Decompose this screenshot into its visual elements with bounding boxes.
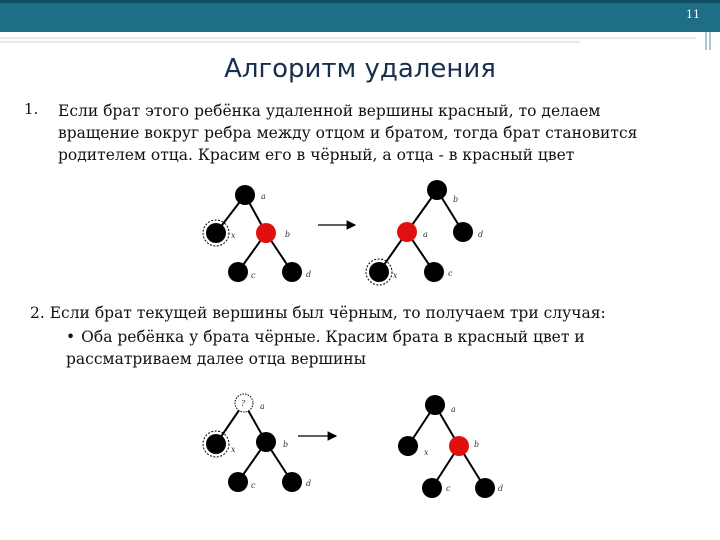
- node-b: [427, 180, 447, 200]
- label-c: c: [448, 269, 453, 278]
- list-marker-1: 1.: [24, 100, 39, 118]
- label-question: ?: [241, 399, 246, 408]
- label-d: d: [478, 230, 484, 239]
- node-d: [475, 478, 495, 498]
- diagram-2-after: [398, 395, 503, 498]
- node-x: [369, 262, 389, 282]
- label-a: a: [261, 192, 266, 201]
- node-d: [282, 472, 302, 492]
- node-c: [422, 478, 442, 498]
- label-d: d: [498, 484, 504, 493]
- label-b: b: [285, 230, 291, 239]
- node-c: [228, 472, 248, 492]
- label-d: d: [306, 270, 312, 279]
- label-c: c: [251, 481, 256, 490]
- paragraph-3: [66, 326, 666, 370]
- node-a: [425, 395, 445, 415]
- label-a: a: [260, 402, 265, 411]
- label-b: b: [283, 440, 289, 449]
- node-a: [235, 185, 255, 205]
- node-x: [398, 436, 418, 456]
- node-c: [424, 262, 444, 282]
- label-b: b: [453, 195, 459, 204]
- node-c: [228, 262, 248, 282]
- bullet-text: Оба ребёнка у брата чёрные. Красим брата в красный цвет и рассматриваем далее отца вершины: [66, 328, 585, 368]
- node-b: [256, 223, 276, 243]
- node-b: [449, 436, 469, 456]
- diagram-1-before: [203, 185, 311, 282]
- diagram-2-before: [203, 394, 311, 492]
- node-x: [206, 434, 226, 454]
- label-x: x: [424, 448, 429, 457]
- node-d: [282, 262, 302, 282]
- label-x: x: [393, 271, 398, 280]
- node-a: [397, 222, 417, 242]
- node-b: [256, 432, 276, 452]
- slide-number: 11: [686, 8, 700, 21]
- label-c: c: [446, 484, 451, 493]
- label-x: x: [231, 231, 236, 240]
- node-x: [206, 223, 226, 243]
- paragraph-1: Если брат этого ребёнка удаленной вершины красный, то делаем вращение вокруг ребра между отцом и братом, тогда брат становится родителем отца. Красим его в чёрный, а отца - в красный цвет: [58, 102, 638, 164]
- label-a: a: [423, 230, 428, 239]
- diagram-1-after: [366, 180, 483, 285]
- node-d: [453, 222, 473, 242]
- label-a: a: [451, 405, 456, 414]
- label-x: x: [231, 445, 236, 454]
- label-d: d: [306, 479, 312, 488]
- paragraph-2: 2. Если брат текущей вершины был чёрным, то получаем три случая:: [30, 304, 606, 322]
- label-c: c: [251, 271, 256, 280]
- bullet-marker: •: [66, 328, 76, 346]
- label-b: b: [474, 440, 480, 449]
- slide-title: Алгоритм удаления: [224, 54, 496, 84]
